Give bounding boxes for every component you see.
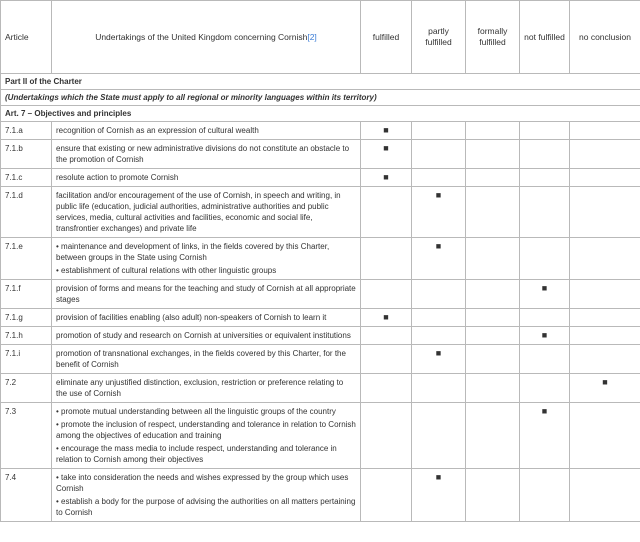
undertaking-paragraph: ensure that existing or new administrative divisions do not constitute an obstacle to the promotion of Cornish [56,144,350,164]
article-number: 7.1.a [1,122,52,140]
article-number: 7.1.h [1,327,52,345]
status-cell-formally-fulfilled [466,169,520,187]
table-row [1,169,640,187]
article-number: 7.4 [1,469,52,522]
status-cell-not-fulfilled [520,238,570,280]
status-cell-not-fulfilled [520,187,570,238]
undertaking-text [52,280,361,309]
article-number: 7.3 [1,403,52,469]
status-cell-fulfilled [361,345,412,374]
status-cell-not-fulfilled [520,140,570,169]
status-marker-icon: ■ [383,312,389,322]
status-cell-fulfilled [361,469,412,522]
status-cell-fulfilled [361,238,412,280]
status-cell-formally-fulfilled [466,140,520,169]
status-marker-icon: ■ [435,348,442,358]
status-cell-partly-fulfilled [412,345,466,374]
status-cell-no-conclusion [570,238,640,280]
status-cell-no-conclusion [570,140,640,169]
undertaking-text [52,238,361,280]
status-cell-partly-fulfilled [412,374,466,403]
article-number: 7.1.c [1,169,52,187]
header-not-fulfilled: not fulfilled [520,1,570,74]
status-cell-fulfilled [361,280,412,309]
undertaking-paragraph: • maintenance and development of links, in the fields covered by this Charter, between groups in the State using Cornish [56,242,330,262]
status-cell-formally-fulfilled [466,122,520,140]
footnote-reference-link[interactable]: [2] [307,31,317,42]
status-cell-partly-fulfilled [412,469,466,522]
undertaking-paragraph: recognition of Cornish as an expression of cultural wealth [56,126,259,135]
status-cell-no-conclusion [570,280,640,309]
status-cell-no-conclusion [570,327,640,345]
status-cell-partly-fulfilled [412,403,466,469]
table-header-row [1,1,640,74]
article-number: 7.1.i [1,345,52,374]
undertaking-paragraph: eliminate any unjustified distinction, exclusion, restriction or preference relating to the use of Cornish [56,378,344,398]
undertaking-paragraph: • encourage the mass media to include respect, understanding and tolerance in relation to Cornish among their objectives [56,444,337,464]
status-cell-not-fulfilled [520,280,570,309]
status-cell-not-fulfilled [520,327,570,345]
status-cell-not-fulfilled [520,345,570,374]
undertaking-paragraph: • establish a body for the purpose of advising the authorities on all matters pertaining to Cornish [56,497,356,517]
undertaking-paragraph: • promote mutual understanding between all the linguistic groups of the country [56,407,336,416]
undertaking-paragraph: • take into consideration the needs and wishes expressed by the group which uses Cornish [56,473,349,493]
status-cell-partly-fulfilled [412,280,466,309]
status-cell-not-fulfilled [520,469,570,522]
status-cell-no-conclusion [570,345,640,374]
header-formally-fulfilled: formally fulfilled [466,1,520,74]
undertaking-text [52,327,361,345]
status-marker-icon: ■ [383,125,389,135]
table-row [1,140,640,169]
part-heading: Part II of the Charter [1,74,640,90]
status-cell-no-conclusion [570,169,640,187]
status-cell-no-conclusion [570,122,640,140]
status-cell-not-fulfilled [520,122,570,140]
table-row [1,403,640,469]
undertaking-text [52,345,361,374]
article-number: 7.1.b [1,140,52,169]
header-partly-fulfilled: partly fulfilled [412,1,466,74]
header-fulfilled: fulfilled [361,1,412,74]
part-subheading: (Undertakings which the State must apply to all regional or minority languages within its territory) [1,90,640,106]
status-cell-formally-fulfilled [466,403,520,469]
status-cell-formally-fulfilled [466,187,520,238]
status-cell-fulfilled [361,374,412,403]
status-cell-partly-fulfilled [412,169,466,187]
status-cell-no-conclusion [570,403,640,469]
header-no-conclusion: no conclusion [570,1,640,74]
status-cell-no-conclusion [570,309,640,327]
table-row [1,345,640,374]
status-cell-no-conclusion [570,187,640,238]
status-cell-partly-fulfilled [412,327,466,345]
article-number: 7.1.d [1,187,52,238]
table-row [1,374,640,403]
status-cell-formally-fulfilled [466,327,520,345]
status-cell-formally-fulfilled [466,345,520,374]
undertaking-paragraph: provision of facilities enabling (also adult) non-speakers of Cornish to learn it [56,313,327,322]
undertaking-text [52,403,361,469]
status-cell-fulfilled [361,169,412,187]
undertaking-paragraph: resolute action to promote Cornish [56,173,179,182]
status-cell-no-conclusion [570,374,640,403]
undertaking-paragraph: provision of forms and means for the teaching and study of Cornish at all appropriate stages [56,284,356,304]
status-cell-no-conclusion [570,469,640,522]
table-row [1,469,640,522]
undertaking-text [52,187,361,238]
status-marker-icon: ■ [602,377,608,387]
status-cell-partly-fulfilled [412,238,466,280]
status-cell-formally-fulfilled [466,280,520,309]
table-row [1,280,640,309]
article-heading: Art. 7 – Objectives and principles [1,106,640,122]
undertaking-text [52,169,361,187]
undertaking-text [52,309,361,327]
status-cell-fulfilled [361,140,412,169]
article-number: 7.1.e [1,238,52,280]
status-cell-fulfilled [361,122,412,140]
status-cell-formally-fulfilled [466,309,520,327]
undertaking-paragraph: promotion of transnational exchanges, in the fields covered by this Charter, for the benefit of Cornish [56,349,346,369]
undertaking-text [52,122,361,140]
table-row [1,187,640,238]
undertaking-paragraph: promotion of study and research on Cornish at universities or equivalent institutions [56,331,351,340]
table-row [1,327,640,345]
undertaking-paragraph: • establishment of cultural relations with other linguistic groups [56,266,277,275]
status-cell-formally-fulfilled [466,469,520,522]
status-cell-partly-fulfilled [412,309,466,327]
undertaking-text [52,469,361,522]
status-cell-fulfilled [361,187,412,238]
status-marker-icon: ■ [435,241,442,251]
status-cell-fulfilled [361,327,412,345]
article-number: 7.1.g [1,309,52,327]
undertaking-text [52,374,361,403]
status-cell-formally-fulfilled [466,374,520,403]
status-marker-icon: ■ [383,172,389,182]
header-undertakings [52,1,361,74]
status-cell-fulfilled [361,403,412,469]
status-cell-fulfilled [361,309,412,327]
undertaking-paragraph: facilitation and/or encouragement of the use of Cornish, in speech and writing, in public life (education, judicial authorities, administrative authorities and public services, media, cultural activities and facilities, economic and social life, transfrontier exchanges) and private life [56,191,341,233]
status-cell-not-fulfilled [520,374,570,403]
undertaking-paragraph: • promote the inclusion of respect, understanding and tolerance in relation to Cornish among the objectives of education and training [56,420,356,440]
undertaking-text [52,140,361,169]
part-heading-row [1,74,640,90]
header-article: Article [1,1,52,74]
status-cell-not-fulfilled [520,403,570,469]
status-cell-formally-fulfilled [466,238,520,280]
article-number: 7.2 [1,374,52,403]
header-undertakings-label: Undertakings of the United Kingdom concerning Cornish [95,31,308,42]
status-cell-partly-fulfilled [412,122,466,140]
status-marker-icon: ■ [435,190,442,200]
table-row [1,309,640,327]
table-row [1,122,640,140]
status-cell-not-fulfilled [520,309,570,327]
status-cell-partly-fulfilled [412,140,466,169]
status-marker-icon: ■ [541,283,548,293]
status-marker-icon: ■ [541,406,548,416]
status-marker-icon: ■ [541,330,548,340]
status-cell-not-fulfilled [520,169,570,187]
article-heading-row [1,106,640,122]
table-row [1,238,640,280]
status-marker-icon: ■ [435,472,442,482]
status-cell-partly-fulfilled [412,187,466,238]
article-number: 7.1.f [1,280,52,309]
status-marker-icon: ■ [383,143,389,153]
part-subheading-row [1,90,640,106]
